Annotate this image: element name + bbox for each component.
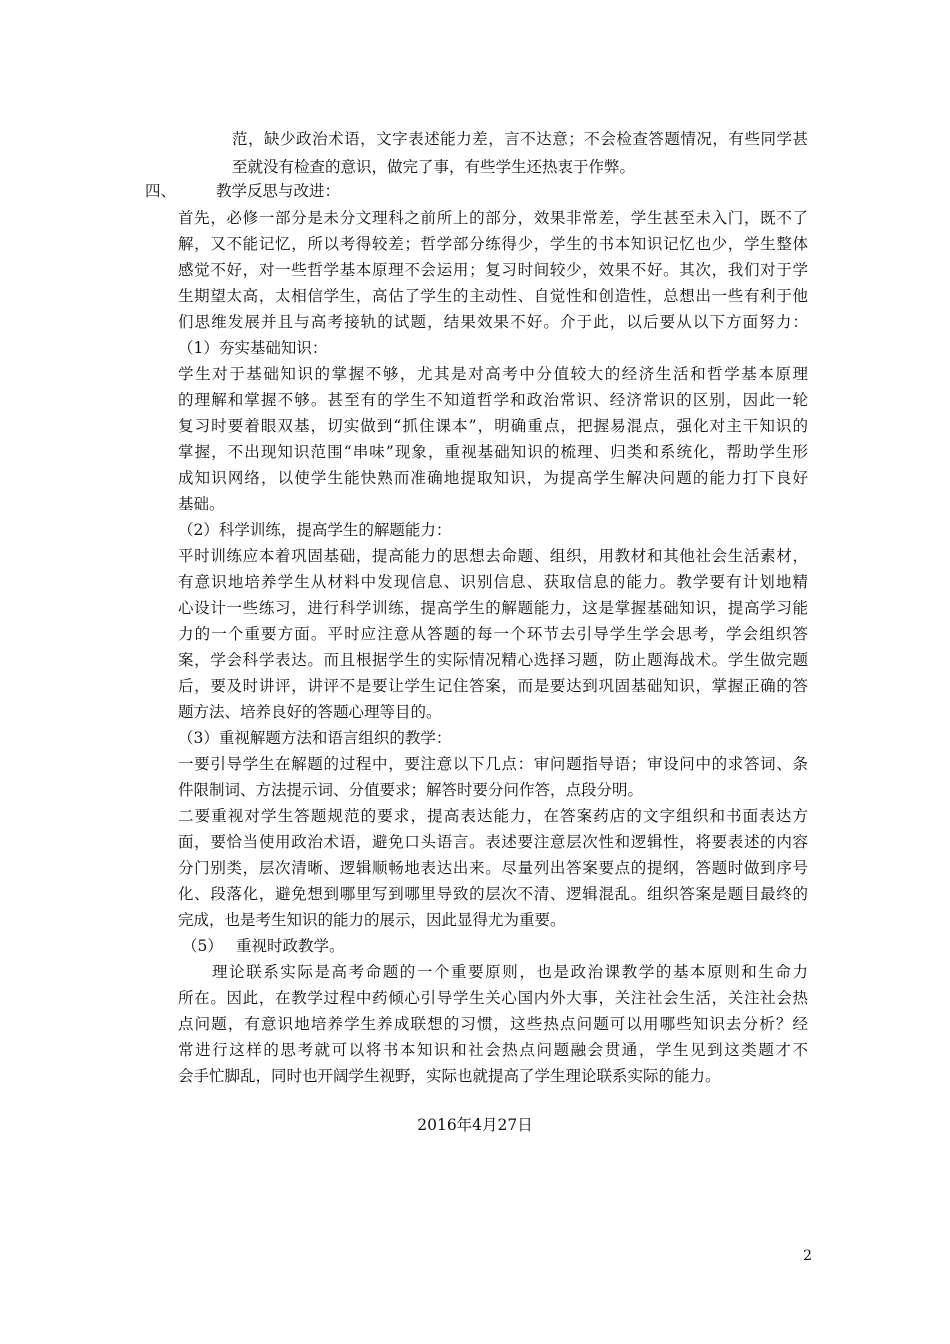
page-number: 2 bbox=[803, 1248, 812, 1264]
text-line: 的理解和掌握不够。甚至有的学生不知道哲学和政治常识、经济常识的区别，因此一轮 bbox=[178, 391, 808, 409]
section-title: 教学反思与改进： bbox=[216, 182, 341, 200]
item-heading: 重视时政教学。 bbox=[236, 937, 345, 955]
text-line: 常进行这样的思考就可以将书本知识和社会热点问题融会贯通，学生见到这类题才不 bbox=[178, 1041, 808, 1059]
text-line: 成知识网络，以使学生能快熟而准确地提取知识，为提高学生解决问题的能力打下良好 bbox=[178, 469, 808, 487]
text-line: 案，学会科学表达。而且根据学生的实际情况精心选择习题，防止题海战术。学生做完题 bbox=[178, 651, 808, 669]
text-line: 理论联系实际是高考命题的一个重要原则，也是政治课教学的基本原则和生命力 bbox=[212, 963, 808, 981]
text-line: 心设计一些练习，进行科学训练，提高学生的解题能力，这是掌握基础知识，提高学习能 bbox=[178, 599, 808, 617]
section-number: 四、 bbox=[145, 182, 177, 200]
text-line: 首先，必修一部分是未分文理科之前所上的部分，效果非常差，学生甚至未入门，既不了 bbox=[178, 209, 808, 227]
text-line: 基础。 bbox=[178, 495, 225, 513]
text-line: 学生对于基础知识的掌握不够，尤其是对高考中分值较大的经济生活和哲学基本原理 bbox=[178, 365, 808, 383]
text-line: 解，又不能记忆，所以考得较差；哲学部分练得少，学生的书本知识记忆也少，学生整体 bbox=[178, 235, 808, 253]
item-number: （5） bbox=[182, 937, 223, 955]
text-line: 点问题，有意识地培养学生养成联想的习惯，这些热点问题可以用哪些知识去分析？经 bbox=[178, 1015, 808, 1033]
text-line: 平时训练应本着巩固基础，提高能力的思想去命题、组织，用教材和其他社会生活素材， bbox=[178, 547, 808, 565]
text-line: 生期望太高，太相信学生，高估了学生的主动性、自觉性和创造性，总想出一些有利于他 bbox=[178, 287, 808, 305]
text-line: 复习时要着眼双基，切实做到“抓住课本”，明确重点，把握易混点，强化对主干知识的 bbox=[178, 417, 808, 435]
text-line: 分门别类，层次清晰、逻辑顺畅地表达出来。尽量列出答案要点的提纲，答题时做到序号 bbox=[178, 859, 808, 877]
text-line: 掌握，不出现知识范围“串味”现象，重视基础知识的梳理、归类和系统化，帮助学生形 bbox=[178, 443, 808, 461]
text-line: 会手忙脚乱，同时也开阔学生视野，实际也就提高了学生理论联系实际的能力。 bbox=[178, 1067, 721, 1085]
text-line: 力的一个重要方面。平时应注意从答题的每一个环节去引导学生学会思考，学会组织答 bbox=[178, 625, 808, 643]
text-line: 题方法、培养良好的答题心理等目的。 bbox=[178, 703, 442, 721]
text-line: 所在。因此，在教学过程中药倾心引导学生关心国内外大事，关注社会生活，关注社会热 bbox=[178, 989, 808, 1007]
item-heading: （3）重视解题方法和语言组织的教学： bbox=[178, 729, 452, 747]
text-line: 二要重视对学生答题规范的要求，提高表达能力，在答案药店的文字组织和书面表达方 bbox=[178, 807, 808, 825]
item-heading: （2）科学训练，提高学生的解题能力： bbox=[178, 521, 452, 539]
text-line: 们思维发展并且与高考接轨的试题，结果效果不好。介于此，以后要从以下方面努力： bbox=[178, 313, 808, 331]
text-line: 一要引导学生在解题的过程中，要注意以下几点：审问题指导语；审设问中的求答词、条 bbox=[178, 755, 808, 773]
text-line: 至就没有检查的意识，做完了事，有些学生还热衷于作弊。 bbox=[232, 158, 636, 176]
text-line: 有意识地培养学生从材料中发现信息、识别信息、获取信息的能力。教学要有计划地精 bbox=[178, 573, 808, 591]
text-line: 感觉不好，对一些哲学基本原理不会运用；复习时间较少，效果不好。其次，我们对于学 bbox=[178, 261, 808, 279]
text-line: 完成，也是考生知识的能力的展示，因此显得尤为重要。 bbox=[178, 911, 566, 929]
document-date: 2016年4月27日 bbox=[417, 1116, 533, 1134]
item-heading: （1）夯实基础知识： bbox=[178, 339, 328, 357]
text-line: 化、段落化，避免想到哪里写到哪里导致的层次不清、逻辑混乱。组织答案是题目最终的 bbox=[178, 885, 808, 903]
text-line: 件限制词、方法提示词、分值要求；解答时要分问作答，点段分明。 bbox=[178, 781, 644, 799]
text-line: 范，缺少政治术语，文字表述能力差，言不达意；不会检查答题情况，有些同学甚 bbox=[232, 130, 808, 148]
text-line: 后，要及时讲评，讲评不是要让学生记住答案，而是要达到巩固基础知识，掌握正确的答 bbox=[178, 677, 808, 695]
text-line: 面，要恰当使用政治术语，避免口头语言。表述要注意层次性和逻辑性，将要表述的内容 bbox=[178, 833, 808, 851]
